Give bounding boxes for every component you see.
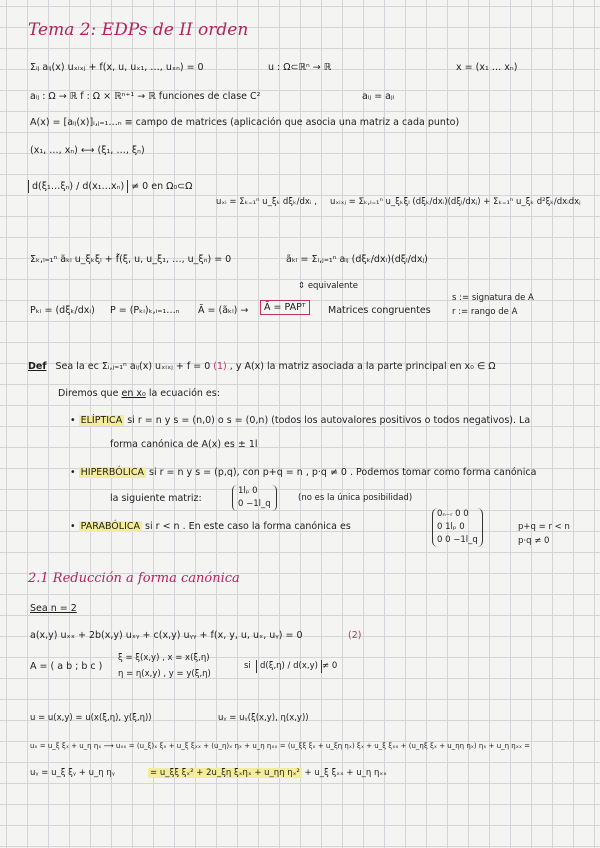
definition-rest: , y A(x) la matriz asociada a la parte principal en x₀ ∈ Ω bbox=[229, 361, 496, 372]
transformed-matrix: Ã = (ãₖₗ) → bbox=[198, 305, 249, 316]
second-derivative-result bbox=[148, 767, 387, 780]
jacobian-determinant: d(ξ₁…ξₙ) / d(x₁…xₙ) bbox=[28, 180, 128, 193]
parabolic-line: • PARABÓLICA si r < n . En este caso la forma canónica es bbox=[70, 521, 351, 532]
hyperbolic-matrix-row-1: 1lₚ 0 bbox=[238, 486, 258, 496]
equivalence-arrow: ⇕ equivalente bbox=[298, 281, 358, 291]
congruent-matrices-label: Matrices congruentes bbox=[328, 305, 431, 316]
elliptic-canonical: forma canónica de A(x) es ± 1l bbox=[110, 439, 258, 450]
signature-definition: s := signatura de A bbox=[452, 293, 534, 303]
coefficient-functions: aᵢⱼ : Ω → ℝ f : Ω × ℝⁿ⁺¹ → ℝ funciones de clase C² bbox=[30, 91, 261, 102]
parabolic-matrix-row-1: 0ₙ₋ᵣ 0 0 bbox=[437, 509, 469, 519]
rank-definition: r := rango de A bbox=[452, 307, 518, 317]
transformed-coefficients: ãₖₗ = Σᵢ,ⱼ₌₁ⁿ aᵢⱼ (dξₖ/dxᵢ)(dξₗ/dxⱼ) bbox=[286, 254, 428, 265]
definition-line bbox=[28, 360, 496, 373]
jacobian-condition bbox=[28, 180, 192, 193]
coefficient-matrix-2d: A = ( a b ; b c ) bbox=[30, 661, 103, 672]
elliptic-line: • ELÍPTICA si r = n y s = (n,0) o s = (0,n) (todos los autovalores positivos o todos negativos). La bbox=[70, 415, 531, 426]
parabolic-matrix-row-2: 0 1lₚ 0 bbox=[437, 522, 465, 532]
dimension-statement: Sea n = 2 bbox=[30, 603, 77, 614]
intro-point: en x₀ bbox=[121, 388, 146, 399]
congruence-formula: Ã = PAPᵀ bbox=[260, 300, 310, 315]
page-title: Tema 2: EDPs de II orden bbox=[28, 20, 249, 40]
change-condition-word: si bbox=[244, 661, 251, 671]
remaining-terms: + u_ξ ξₓₓ + u_η ηₓₓ bbox=[304, 768, 387, 778]
y-derivative: uᵧ = u_ξ ξᵧ + u_η ηᵧ bbox=[30, 768, 115, 778]
matrix-field: A(x) = [aᵢⱼ(x)]ᵢ,ⱼ₌₁…ₙ ≡ campo de matrices (aplicación que asocia una matriz a cada punto) bbox=[30, 117, 460, 128]
hyperbolic-label: HIPERBÓLICA bbox=[80, 467, 144, 478]
jacobian-matrix: P = (Pₖᵢ)ₖ,ᵢ₌₁…ₙ bbox=[110, 305, 180, 316]
first-derivative-formula: uₓᵢ = Σₖ₌₁ⁿ u_ξₖ dξₖ/dxᵢ , bbox=[216, 197, 317, 207]
change-line-2: η = η(x,y) , y = y(ξ,η) bbox=[118, 669, 211, 679]
equation-tag-2: (2) bbox=[348, 630, 362, 641]
classification-intro bbox=[58, 387, 220, 400]
second-derivative-formula: uₓᵢₓⱼ = Σₖ,ₗ₌₁ⁿ u_ξₖξₗ (dξₖ/dxᵢ)(dξₗ/dxⱼ) + Σₖ₌₁ⁿ u_ξₖ d²ξₖ/dxᵢdxⱼ bbox=[330, 197, 581, 207]
definition-label: Def bbox=[28, 361, 47, 372]
hyperbolic-note: (no es la única posibilidad) bbox=[298, 493, 413, 503]
definition-equation: Sea la ec Σᵢ,ⱼ₌₁ⁿ aᵢⱼ(x) uₓᵢₓⱼ + f = 0 bbox=[55, 361, 211, 372]
intro-text-end: la ecuación es: bbox=[148, 388, 220, 399]
parabolic-condition-2: p·q ≠ 0 bbox=[518, 536, 550, 546]
parabolic-condition: si r < n . En este caso la forma canónica es bbox=[145, 521, 351, 532]
equation-tag-1: (1) bbox=[213, 361, 227, 372]
change-of-variables: (x₁, …, xₙ) ⟷ (ξ₁, …, ξₙ) bbox=[30, 145, 145, 156]
parabolic-label: PARABÓLICA bbox=[80, 521, 141, 532]
intro-text: Diremos que bbox=[58, 388, 119, 399]
congruence-box bbox=[260, 301, 310, 314]
composite-function: u = u(x,y) = u(x(ξ,η), y(ξ,η)) bbox=[30, 713, 152, 723]
change-line-1: ξ = ξ(x,y) , x = x(ξ,η) bbox=[118, 653, 210, 663]
chain-rule-expansion: uₓ = u_ξ ξₓ + u_η ηₓ ⟶ uₓₓ = (u_ξ)ₓ ξₓ + u_ξ ξₓₓ + (u_η)ₓ ηₓ + u_η ηₓₓ = (u_ξξ ξₓ + u_ξη ηₓ) ξₓ + u_ξ ξₓₓ + (u_ηξ ξₓ + u_ηη ηₓ) ηₓ + u_η ηₓₓ = bbox=[30, 742, 531, 750]
parabolic-matrix-row-3: 0 0 −1l_q bbox=[437, 535, 478, 545]
symmetry-condition: aᵢⱼ = aⱼᵢ bbox=[362, 91, 395, 102]
hyperbolic-matrix bbox=[232, 485, 277, 511]
hyperbolic-matrix-row-2: 0 −1l_q bbox=[238, 499, 271, 509]
variable-vector: x = (x₁ … xₙ) bbox=[456, 62, 518, 73]
elliptic-label: ELÍPTICA bbox=[80, 415, 123, 426]
hyperbolic-condition: si r = n y s = (p,q), con p+q = n , p·q ≠ 0 . Podemos tomar como forma canónica bbox=[149, 467, 537, 478]
hyperbolic-matrix-intro: la siguiente matriz: bbox=[110, 493, 202, 504]
change-jacobian bbox=[256, 660, 322, 673]
highlighted-terms: = u_ξξ ξₓ² + 2u_ξη ξₓηₓ + u_ηη ηₓ² bbox=[150, 768, 300, 778]
jacobian-nonzero: ≠ 0 en Ω₀⊂Ω bbox=[131, 181, 193, 192]
hyperbolic-line: • HIPERBÓLICA si r = n y s = (p,q), con p+q = n , p·q ≠ 0 . Podemos tomar como forma canónica bbox=[70, 467, 537, 478]
parabolic-matrix bbox=[432, 508, 483, 547]
elliptic-condition: si r = n y s = (n,0) o s = (0,n) (todos los autovalores positivos o todos negativos). La bbox=[127, 415, 531, 426]
domain-map: u : Ω⊂ℝⁿ → ℝ bbox=[268, 62, 332, 73]
change-jacobian-value: d(ξ,η) / d(x,y) bbox=[256, 660, 322, 673]
transformed-equation: Σₖ,ₗ₌₁ⁿ ãₖₗ u_ξₖξₗ + f̃(ξ, u, u_ξ₁, …, u_ξₙ) = 0 bbox=[30, 254, 232, 265]
section-title: 2.1 Reducción a forma canónica bbox=[28, 571, 240, 586]
parabolic-condition-1: p+q = r < n bbox=[518, 522, 570, 532]
general-equation: Σᵢⱼ aᵢⱼ(x) uₓᵢₓⱼ + f(x, u, uₓ₁, …, uₓₙ) = 0 bbox=[30, 62, 204, 73]
composite-derivative: uᵧ = uᵧ(ξ(x,y), η(x,y)) bbox=[218, 713, 309, 723]
change-nonzero: ≠ 0 bbox=[322, 661, 338, 671]
second-order-equation-2d: a(x,y) uₓₓ + 2b(x,y) uₓᵧ + c(x,y) uᵧᵧ + f(x, y, u, uₓ, uᵧ) = 0 bbox=[30, 630, 303, 641]
jacobian-entries: Pₖᵢ = (dξₖ/dxᵢ) bbox=[30, 305, 95, 316]
